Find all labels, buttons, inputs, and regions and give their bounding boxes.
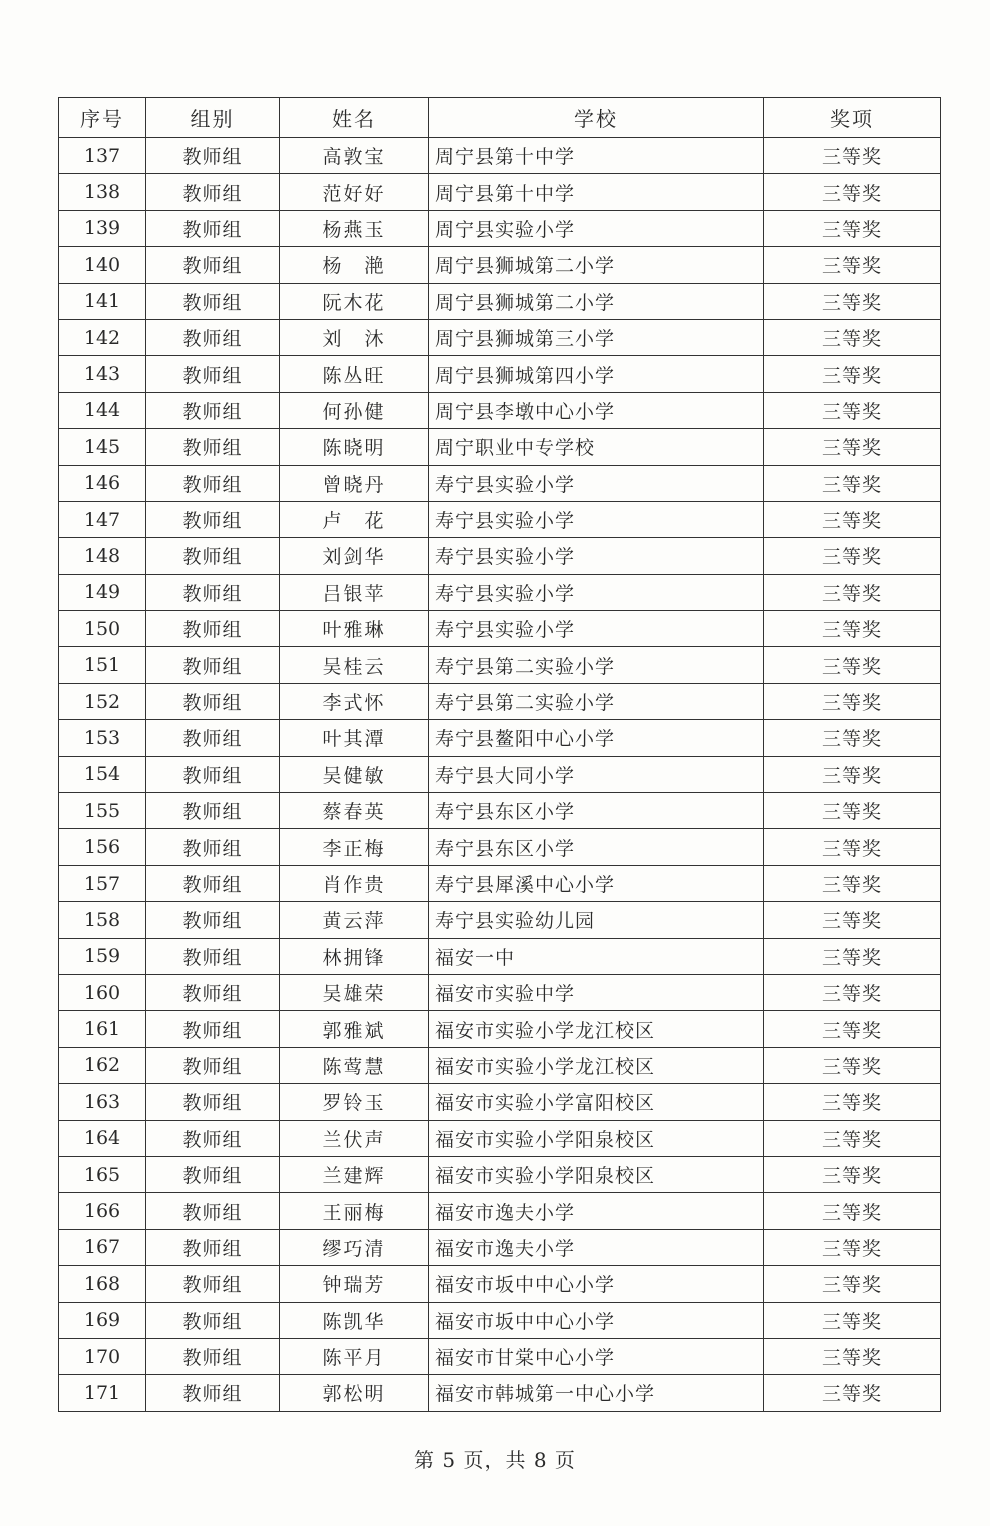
cell-serial-number: 154: [59, 756, 146, 792]
cell-serial-number: 167: [59, 1229, 146, 1265]
table-row: [59, 1011, 941, 1047]
cell-name: 罗铃玉: [280, 1084, 429, 1120]
cell-name: 陈晓明: [280, 429, 429, 465]
cell-group: 教师组: [146, 1011, 280, 1047]
header-school: 学校: [429, 98, 764, 138]
cell-award: 三等奖: [764, 1266, 941, 1302]
table-row: [59, 793, 941, 829]
cell-group: 教师组: [146, 865, 280, 901]
cell-school: 寿宁县实验小学: [429, 574, 764, 610]
table-row: [59, 1156, 941, 1192]
cell-school: 福安市实验小学龙江校区: [429, 1047, 764, 1083]
cell-group: 教师组: [146, 829, 280, 865]
table-header: [59, 98, 941, 138]
cell-group: 教师组: [146, 938, 280, 974]
cell-group: 教师组: [146, 1302, 280, 1338]
cell-school: 福安市韩城第一中心小学: [429, 1375, 764, 1411]
cell-name: 蔡春英: [280, 793, 429, 829]
table-row: [59, 902, 941, 938]
cell-serial-number: 166: [59, 1193, 146, 1229]
cell-award: 三等奖: [764, 611, 941, 647]
cell-award: 三等奖: [764, 1047, 941, 1083]
header-award: 奖项: [764, 98, 941, 138]
cell-name: 吴健敏: [280, 756, 429, 792]
cell-name: 杨燕玉: [280, 210, 429, 246]
cell-award: 三等奖: [764, 392, 941, 428]
cell-group: 教师组: [146, 501, 280, 537]
cell-award: 三等奖: [764, 1156, 941, 1192]
cell-serial-number: 164: [59, 1120, 146, 1156]
cell-serial-number: 151: [59, 647, 146, 683]
table-row: [59, 210, 941, 246]
cell-name: 陈凯华: [280, 1302, 429, 1338]
cell-name: 叶其潭: [280, 720, 429, 756]
cell-group: 教师组: [146, 429, 280, 465]
cell-group: 教师组: [146, 611, 280, 647]
cell-group: 教师组: [146, 1120, 280, 1156]
table-row: [59, 1266, 941, 1302]
cell-name: 缪巧清: [280, 1229, 429, 1265]
cell-name: 吴雄荣: [280, 974, 429, 1010]
cell-name: 曾晓丹: [280, 465, 429, 501]
table-row: [59, 720, 941, 756]
cell-serial-number: 168: [59, 1266, 146, 1302]
cell-name: 刘剑华: [280, 538, 429, 574]
cell-school: 福安市实验小学阳泉校区: [429, 1156, 764, 1192]
cell-group: 教师组: [146, 1266, 280, 1302]
cell-award: 三等奖: [764, 574, 941, 610]
table-row: [59, 829, 941, 865]
table-row: [59, 1120, 941, 1156]
cell-school: 福安市逸夫小学: [429, 1193, 764, 1229]
cell-school: 寿宁县实验小学: [429, 538, 764, 574]
cell-award: 三等奖: [764, 829, 941, 865]
cell-award: 三等奖: [764, 429, 941, 465]
cell-award: 三等奖: [764, 138, 941, 174]
cell-award: 三等奖: [764, 1338, 941, 1374]
cell-school: 福安一中: [429, 938, 764, 974]
cell-award: 三等奖: [764, 720, 941, 756]
cell-serial-number: 162: [59, 1047, 146, 1083]
cell-serial-number: 145: [59, 429, 146, 465]
cell-school: 寿宁县实验幼儿园: [429, 902, 764, 938]
cell-school: 周宁县狮城第四小学: [429, 356, 764, 392]
table-row: [59, 392, 941, 428]
cell-award: 三等奖: [764, 465, 941, 501]
table-row: [59, 683, 941, 719]
cell-award: 三等奖: [764, 756, 941, 792]
table-row: [59, 647, 941, 683]
table-row: [59, 611, 941, 647]
cell-name: 兰伏声: [280, 1120, 429, 1156]
header-serial-number: 序号: [59, 98, 146, 138]
table-row: [59, 1338, 941, 1374]
cell-name: 杨 滟: [280, 247, 429, 283]
cell-serial-number: 158: [59, 902, 146, 938]
table-row: [59, 1084, 941, 1120]
cell-name: 郭松明: [280, 1375, 429, 1411]
cell-serial-number: 139: [59, 210, 146, 246]
table-row: [59, 356, 941, 392]
table-row: [59, 174, 941, 210]
cell-serial-number: 150: [59, 611, 146, 647]
cell-serial-number: 163: [59, 1084, 146, 1120]
cell-award: 三等奖: [764, 174, 941, 210]
cell-school: 周宁县第十中学: [429, 138, 764, 174]
table-row: [59, 247, 941, 283]
cell-serial-number: 137: [59, 138, 146, 174]
cell-group: 教师组: [146, 465, 280, 501]
table-row: [59, 1193, 941, 1229]
table-row: [59, 1047, 941, 1083]
cell-serial-number: 153: [59, 720, 146, 756]
cell-serial-number: 138: [59, 174, 146, 210]
table-row: [59, 1302, 941, 1338]
cell-award: 三等奖: [764, 1011, 941, 1047]
cell-group: 教师组: [146, 392, 280, 428]
cell-award: 三等奖: [764, 974, 941, 1010]
cell-name: 阮木花: [280, 283, 429, 319]
cell-serial-number: 141: [59, 283, 146, 319]
cell-name: 兰建辉: [280, 1156, 429, 1192]
table-row: [59, 501, 941, 537]
cell-school: 寿宁县实验小学: [429, 501, 764, 537]
cell-group: 教师组: [146, 210, 280, 246]
table-row: [59, 1375, 941, 1411]
cell-name: 陈丛旺: [280, 356, 429, 392]
table-row: [59, 538, 941, 574]
cell-name: 肖作贵: [280, 865, 429, 901]
table-row: [59, 283, 941, 319]
cell-group: 教师组: [146, 974, 280, 1010]
cell-name: 林拥锋: [280, 938, 429, 974]
cell-serial-number: 142: [59, 319, 146, 355]
table-row: [59, 974, 941, 1010]
cell-award: 三等奖: [764, 319, 941, 355]
cell-school: 周宁县实验小学: [429, 210, 764, 246]
header-row: [59, 98, 941, 138]
cell-award: 三等奖: [764, 647, 941, 683]
cell-serial-number: 171: [59, 1375, 146, 1411]
cell-name: 高敦宝: [280, 138, 429, 174]
header-group: 组别: [146, 98, 280, 138]
cell-award: 三等奖: [764, 1375, 941, 1411]
table-row: [59, 865, 941, 901]
cell-school: 福安市实验中学: [429, 974, 764, 1010]
cell-school: 寿宁县犀溪中心小学: [429, 865, 764, 901]
cell-group: 教师组: [146, 1338, 280, 1374]
cell-school: 寿宁县实验小学: [429, 611, 764, 647]
cell-group: 教师组: [146, 138, 280, 174]
cell-group: 教师组: [146, 647, 280, 683]
cell-name: 陈平月: [280, 1338, 429, 1374]
cell-award: 三等奖: [764, 1229, 941, 1265]
cell-award: 三等奖: [764, 538, 941, 574]
table-row: [59, 319, 941, 355]
cell-school: 周宁县李墩中心小学: [429, 392, 764, 428]
cell-serial-number: 143: [59, 356, 146, 392]
cell-school: 寿宁县第二实验小学: [429, 683, 764, 719]
cell-award: 三等奖: [764, 1120, 941, 1156]
cell-name: 陈莺慧: [280, 1047, 429, 1083]
cell-school: 福安市坂中中心小学: [429, 1266, 764, 1302]
cell-award: 三等奖: [764, 501, 941, 537]
cell-group: 教师组: [146, 1375, 280, 1411]
table-body: [59, 138, 941, 1412]
cell-name: 黄云萍: [280, 902, 429, 938]
cell-school: 周宁县狮城第二小学: [429, 247, 764, 283]
cell-serial-number: 149: [59, 574, 146, 610]
cell-group: 教师组: [146, 174, 280, 210]
table-row: [59, 756, 941, 792]
cell-serial-number: 165: [59, 1156, 146, 1192]
cell-school: 周宁职业中专学校: [429, 429, 764, 465]
cell-school: 寿宁县鳌阳中心小学: [429, 720, 764, 756]
table-row: [59, 429, 941, 465]
cell-group: 教师组: [146, 1156, 280, 1192]
table-row: [59, 465, 941, 501]
cell-award: 三等奖: [764, 938, 941, 974]
cell-award: 三等奖: [764, 902, 941, 938]
cell-school: 福安市坂中中心小学: [429, 1302, 764, 1338]
cell-group: 教师组: [146, 356, 280, 392]
cell-group: 教师组: [146, 283, 280, 319]
cell-serial-number: 157: [59, 865, 146, 901]
cell-serial-number: 152: [59, 683, 146, 719]
cell-school: 寿宁县实验小学: [429, 465, 764, 501]
cell-group: 教师组: [146, 247, 280, 283]
page-footer: 第 5 页，共 8 页: [414, 1448, 576, 1472]
cell-name: 王丽梅: [280, 1193, 429, 1229]
cell-group: 教师组: [146, 1047, 280, 1083]
cell-name: 吴桂云: [280, 647, 429, 683]
cell-serial-number: 140: [59, 247, 146, 283]
cell-serial-number: 147: [59, 501, 146, 537]
cell-award: 三等奖: [764, 247, 941, 283]
cell-serial-number: 156: [59, 829, 146, 865]
header-name: 姓名: [280, 98, 429, 138]
cell-school: 周宁县狮城第三小学: [429, 319, 764, 355]
cell-award: 三等奖: [764, 1302, 941, 1338]
cell-group: 教师组: [146, 1229, 280, 1265]
cell-school: 福安市实验小学富阳校区: [429, 1084, 764, 1120]
cell-serial-number: 144: [59, 392, 146, 428]
cell-name: 吕银苹: [280, 574, 429, 610]
cell-serial-number: 146: [59, 465, 146, 501]
cell-award: 三等奖: [764, 865, 941, 901]
table-row: [59, 138, 941, 174]
cell-name: 卢 花: [280, 501, 429, 537]
cell-award: 三等奖: [764, 1084, 941, 1120]
cell-serial-number: 148: [59, 538, 146, 574]
table-row: [59, 574, 941, 610]
cell-school: 寿宁县第二实验小学: [429, 647, 764, 683]
cell-school: 寿宁县东区小学: [429, 829, 764, 865]
cell-group: 教师组: [146, 319, 280, 355]
table-row: [59, 1229, 941, 1265]
cell-school: 周宁县狮城第二小学: [429, 283, 764, 319]
cell-award: 三等奖: [764, 683, 941, 719]
cell-group: 教师组: [146, 1084, 280, 1120]
cell-group: 教师组: [146, 574, 280, 610]
cell-group: 教师组: [146, 720, 280, 756]
cell-group: 教师组: [146, 1193, 280, 1229]
cell-school: 福安市实验小学阳泉校区: [429, 1120, 764, 1156]
cell-school: 周宁县第十中学: [429, 174, 764, 210]
cell-name: 李式怀: [280, 683, 429, 719]
cell-award: 三等奖: [764, 1193, 941, 1229]
cell-group: 教师组: [146, 793, 280, 829]
cell-name: 刘 沐: [280, 319, 429, 355]
cell-award: 三等奖: [764, 356, 941, 392]
cell-school: 福安市实验小学龙江校区: [429, 1011, 764, 1047]
table-row: [59, 938, 941, 974]
cell-serial-number: 170: [59, 1338, 146, 1374]
cell-award: 三等奖: [764, 793, 941, 829]
cell-name: 何孙健: [280, 392, 429, 428]
cell-group: 教师组: [146, 756, 280, 792]
cell-serial-number: 155: [59, 793, 146, 829]
cell-name: 李正梅: [280, 829, 429, 865]
cell-serial-number: 160: [59, 974, 146, 1010]
cell-group: 教师组: [146, 538, 280, 574]
cell-award: 三等奖: [764, 283, 941, 319]
cell-name: 范好好: [280, 174, 429, 210]
awards-table: [58, 97, 941, 1412]
cell-name: 钟瑞芳: [280, 1266, 429, 1302]
cell-serial-number: 159: [59, 938, 146, 974]
cell-group: 教师组: [146, 683, 280, 719]
cell-serial-number: 169: [59, 1302, 146, 1338]
cell-group: 教师组: [146, 902, 280, 938]
cell-serial-number: 161: [59, 1011, 146, 1047]
cell-award: 三等奖: [764, 210, 941, 246]
cell-school: 福安市甘棠中心小学: [429, 1338, 764, 1374]
cell-name: 叶雅琳: [280, 611, 429, 647]
cell-school: 寿宁县大同小学: [429, 756, 764, 792]
cell-name: 郭雅斌: [280, 1011, 429, 1047]
cell-school: 福安市逸夫小学: [429, 1229, 764, 1265]
cell-school: 寿宁县东区小学: [429, 793, 764, 829]
